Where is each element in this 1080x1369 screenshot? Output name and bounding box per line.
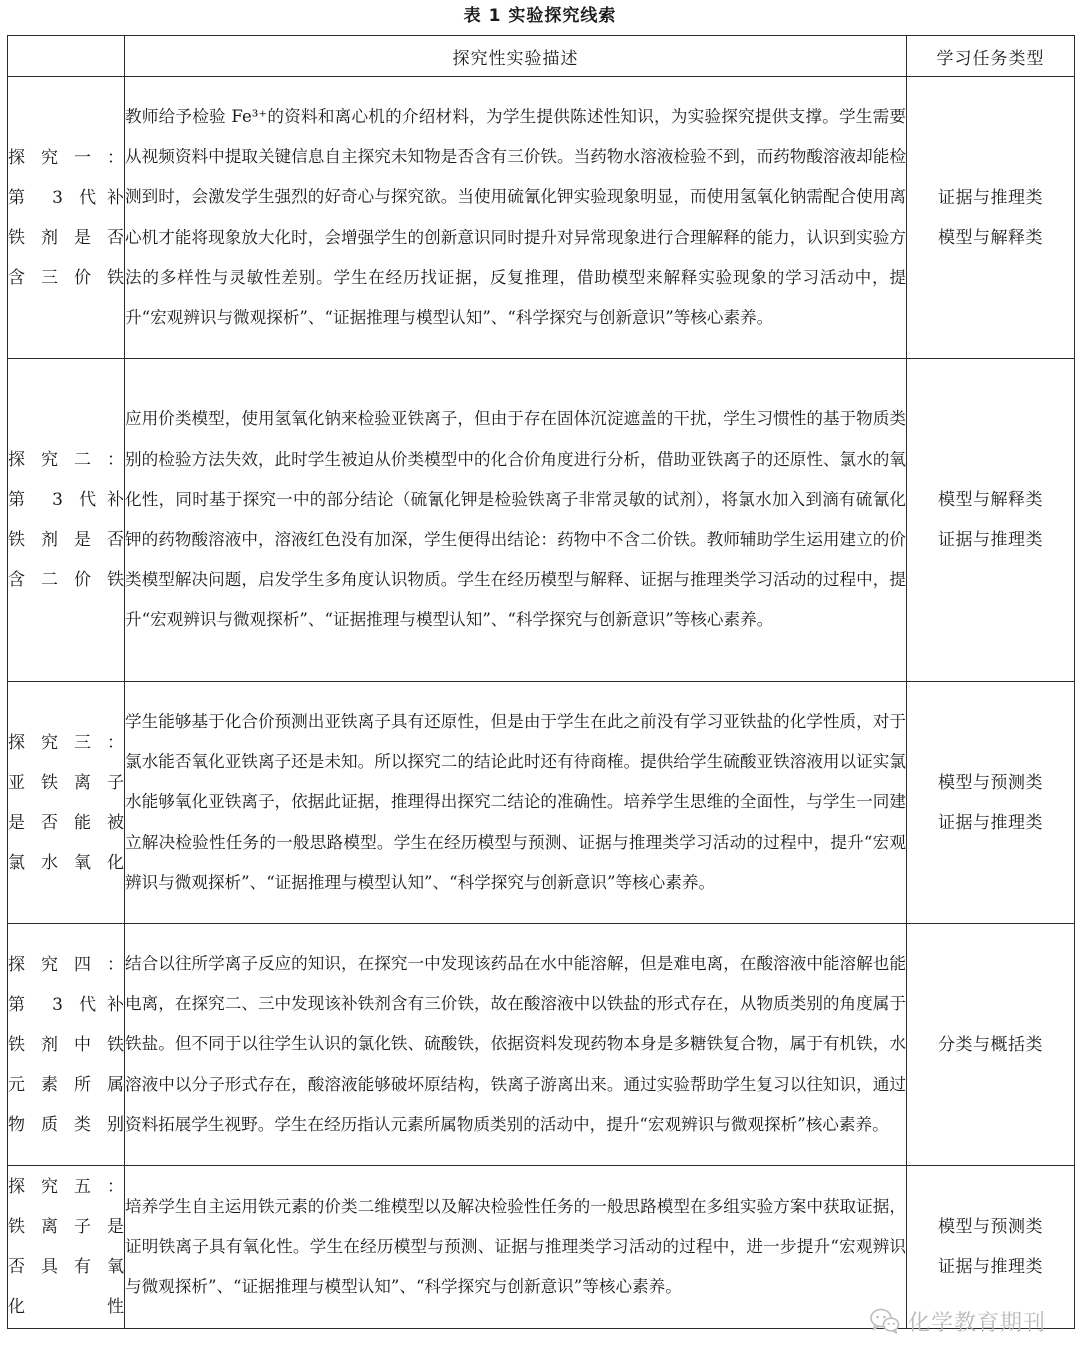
inquiry-title-line: 含二价铁 (8, 570, 124, 590)
inquiry-table (7, 35, 1075, 1329)
header-inquiry (8, 36, 125, 77)
inquiry-title-line: 铁剂是否 (8, 530, 124, 550)
inquiry-title (8, 1166, 125, 1329)
inquiry-title-line: 铁剂中铁 (8, 1034, 124, 1055)
task-type: 模型与解释类 (938, 490, 1043, 510)
task-type-cell (907, 359, 1075, 682)
inquiry-title-line: 铁离子是 (8, 1217, 124, 1237)
table-row (8, 359, 1075, 682)
inquiry-title-line: 氯水氧化 (8, 852, 124, 873)
inquiry-title-line: 物质类别 (8, 1114, 124, 1135)
inquiry-title-line: 第 3 代补 (8, 994, 124, 1015)
inquiry-title-line: 第 3 代补 (8, 187, 124, 208)
table-row (8, 1166, 1075, 1329)
task-type: 证据与推理类 (938, 812, 1043, 833)
inquiry-title-line: 探究五： (8, 1177, 124, 1197)
watermark-text: 化学教育期刊 (907, 1310, 1046, 1336)
task-type: 模型与预测类 (938, 772, 1043, 793)
inquiry-title-line: 是否能被 (8, 812, 124, 833)
inquiry-description: 教师给予检验 Fe³⁺的资料和离心机的介绍材料，为学生提供陈述性知识，为实验探究提供支撑。学生需要从视频资料中提取关键信息自主探究未知物是否含有三价铁。当药物水溶液检验不到，而药物酸溶液却能检测到时，会激发学生强烈的好奇心与探究欲。当使用硫氰化钾实验现象明显，而使用氢氧化钠需配合使用离心机才能将现象放大化时，会增强学生的创新意识同时提升对异常现象进行合理解释的能力，认识到实验方法的多样性与灵敏性差别。学生在经历找证据，反复推理，借助模型来解释实验现象的学习活动中，提升“宏观辨识与微观探析”、“证据推理与模型认知”、“科学探究与创新意识”等核心素养。 (125, 77, 907, 359)
inquiry-title-line: 探究四： (8, 954, 124, 975)
inquiry-description: 结合以往所学离子反应的知识，在探究一中发现该药品在水中能溶解，但是难电离，在酸溶液中能溶解也能电离，在探究二、三中发现该补铁剂含有三价铁，故在酸溶液中以铁盐的形式存在，从物质类别的角度属于铁盐。但不同于以往学生认识的氯化铁、硫酸铁，依据资料发现药物本身是多糖铁复合物，属于有机铁，水溶液中以分子形式存在，酸溶液能够破坏原结构，铁离子游离出来。通过实验帮助学生复习以往知识，通过资料拓展学生视野。学生在经历指认元素所属物质类别的活动中，提升“宏观辨识与微观探析”核心素养。 (125, 924, 907, 1166)
task-type: 模型与预测类 (938, 1217, 1043, 1237)
task-type-cell (907, 924, 1075, 1166)
header-description: 探究性实验描述 (125, 36, 907, 77)
inquiry-description: 学生能够基于化合价预测出亚铁离子具有还原性，但是由于学生在此之前没有学习亚铁盐的化学性质，对于氯水能否氧化亚铁离子还是未知。所以探究二的结论此时还有待商榷。提供给学生硫酸亚铁溶液用以证实氯水能够氧化亚铁离子，依据此证据，推理得出探究二结论的准确性。培养学生思维的全面性，与学生一同建立解决检验性任务的一般思路模型。学生在经历模型与预测、证据与推理类学习活动的过程中，提升“宏观辨识与微观探析”、“证据推理与模型认知”、“科学探究与创新意识”等核心素养。 (125, 682, 907, 924)
inquiry-title-line: 第 3 代补 (8, 490, 124, 510)
inquiry-title-line: 含三价铁 (8, 267, 124, 288)
table-row (8, 924, 1075, 1166)
inquiry-title (8, 924, 125, 1166)
header-task-type: 学习任务类型 (907, 36, 1075, 77)
watermark (870, 1307, 1046, 1335)
table-caption: 表 1 实验探究线索 (463, 6, 617, 26)
inquiry-title (8, 77, 125, 359)
inquiry-title-line: 探究一： (8, 147, 124, 168)
task-type-cell (907, 77, 1075, 359)
task-type: 分类与概括类 (938, 1034, 1043, 1055)
inquiry-title-line: 铁剂是否 (8, 227, 124, 248)
inquiry-title-line: 化性 (8, 1297, 124, 1317)
inquiry-title-line: 否具有氧 (8, 1257, 124, 1277)
inquiry-title-line: 探究二： (8, 450, 124, 470)
inquiry-title (8, 682, 125, 924)
task-type: 证据与推理类 (938, 1257, 1043, 1277)
task-type: 模型与解释类 (938, 227, 1043, 248)
wechat-icon (870, 1308, 900, 1334)
table-row (8, 77, 1075, 359)
inquiry-title-line: 探究三： (8, 732, 124, 753)
task-type: 证据与推理类 (938, 530, 1043, 550)
inquiry-description: 培养学生自主运用铁元素的价类二维模型以及解决检验性任务的一般思路模型在多组实验方案中获取证据，证明铁离子具有氧化性。学生在经历模型与预测、证据与推理类学习活动的过程中，进一步提升“宏观辨识与微观探析”、“证据推理与模型认知”、“科学探究与创新意识”等核心素养。 (125, 1166, 907, 1329)
table-header-row (8, 36, 1075, 77)
inquiry-title-line: 元素所属 (8, 1074, 124, 1095)
inquiry-description: 应用价类模型，使用氢氧化钠来检验亚铁离子，但由于存在固体沉淀遮盖的干扰，学生习惯性的基于物质类别的检验方法失效，此时学生被迫从价类模型中的化合价角度进行分析，借助亚铁离子的还原性、氯水的氧化性，同时基于探究一中的部分结论（硫氰化钾是检验铁离子非常灵敏的试剂），将氯水加入到滴有硫氰化钾的药物酸溶液中，溶液红色没有加深，学生便得出结论：药物中不含二价铁。教师辅助学生运用建立的价类模型解决问题，启发学生多角度认识物质。学生在经历模型与解释、证据与推理类学习活动的过程中，提升“宏观辨识与微观探析”、“证据推理与模型认知”、“科学探究与创新意识”等核心素养。 (125, 359, 907, 682)
inquiry-title (8, 359, 125, 682)
inquiry-title-line: 亚铁离子 (8, 772, 124, 793)
table-row (8, 682, 1075, 924)
task-type-cell (907, 682, 1075, 924)
task-type: 证据与推理类 (938, 187, 1043, 208)
task-type-cell (907, 1166, 1075, 1329)
